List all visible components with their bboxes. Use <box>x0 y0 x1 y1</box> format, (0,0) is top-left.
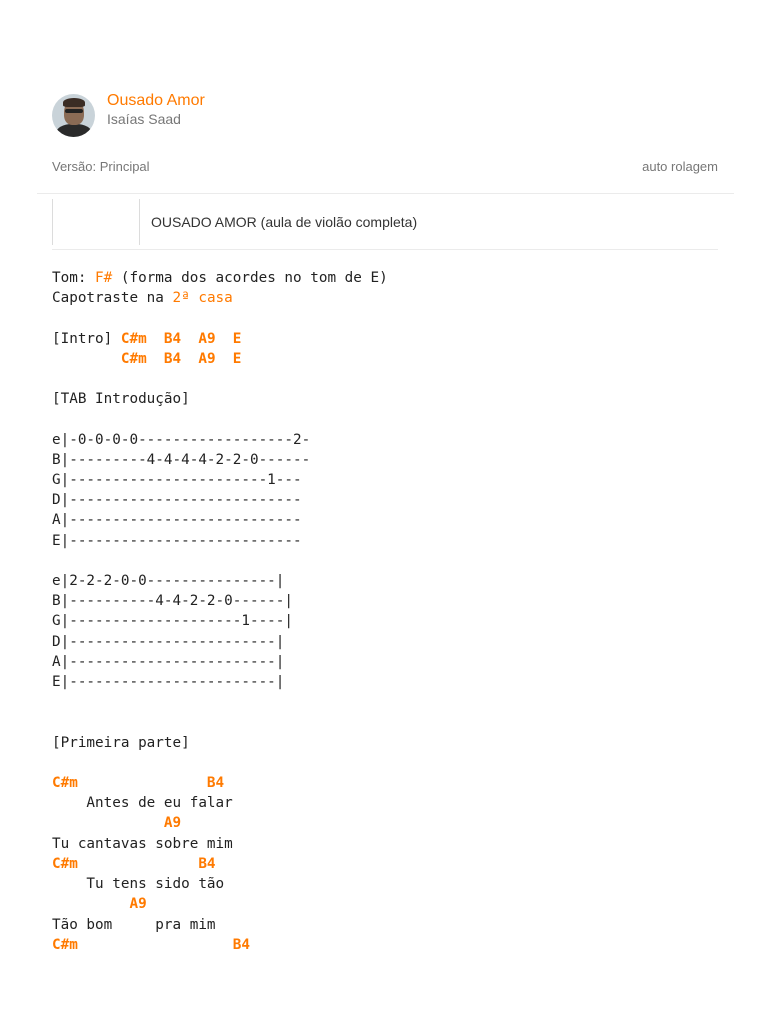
tab-line: A|--------------------------- <box>52 512 302 529</box>
chord-line[interactable]: A9 <box>52 896 147 913</box>
tab-line: E|--------------------------- <box>52 532 302 549</box>
tom-note: (forma dos acordes no tom de E) <box>112 270 388 286</box>
tab-line: B|---------4-4-4-4-2-2-0------ <box>52 451 311 468</box>
video-title[interactable]: OUSADO AMOR (aula de violão completa) <box>151 214 418 230</box>
divider <box>37 193 734 194</box>
tab-line: D|------------------------| <box>52 633 285 650</box>
tab-line: e|-0-0-0-0------------------2- <box>52 431 311 448</box>
chord-line[interactable]: C#m B4 <box>52 775 225 792</box>
tab-line: A|------------------------| <box>52 653 285 670</box>
intro-chords-1[interactable]: C#m B4 A9 E <box>120 330 242 347</box>
chord-line[interactable]: A9 <box>52 815 182 832</box>
video-thumbnail[interactable] <box>52 199 140 245</box>
chord-line[interactable]: C#m B4 <box>52 855 216 872</box>
chord-line[interactable]: C#m B4 <box>52 936 250 953</box>
intro-chords-2[interactable]: C#m B4 A9 E <box>120 350 242 367</box>
intro-indent <box>52 351 121 367</box>
version-selector[interactable]: Versão: Principal <box>52 159 150 174</box>
artist-name[interactable]: Isaías Saad <box>107 111 181 127</box>
tab-line: B|----------4-4-2-2-0------| <box>52 593 294 610</box>
capo-label: Capotraste na <box>52 290 173 307</box>
tab-line: e|2-2-2-0-0---------------| <box>52 573 285 590</box>
tom-label: Tom: <box>52 270 96 286</box>
tab-label: [TAB Introdução] <box>52 391 190 408</box>
autoscroll-button[interactable]: auto rolagem <box>642 159 718 174</box>
song-title[interactable]: Ousado Amor <box>107 92 205 109</box>
tab-line: G|--------------------1----| <box>52 613 294 630</box>
intro-label: [Intro] <box>52 330 121 347</box>
lyric-line: Antes de eu falar <box>52 795 233 812</box>
tab-line: G|-----------------------1--- <box>52 472 302 489</box>
tab-line: D|--------------------------- <box>52 492 302 509</box>
lyric-line: Tu tens sido tão <box>52 876 225 893</box>
capo-value[interactable]: 2ª casa <box>172 290 233 307</box>
artist-avatar[interactable] <box>52 94 95 137</box>
lyric-line: Tão bom pra mim <box>52 916 216 933</box>
tab-line: E|------------------------| <box>52 674 285 691</box>
video-lesson[interactable] <box>52 199 718 250</box>
tom-key[interactable]: F# <box>95 270 113 286</box>
section-label: [Primeira parte] <box>52 734 190 751</box>
lyric-line: Tu cantavas sobre mim <box>52 835 233 852</box>
chord-sheet <box>52 268 388 955</box>
